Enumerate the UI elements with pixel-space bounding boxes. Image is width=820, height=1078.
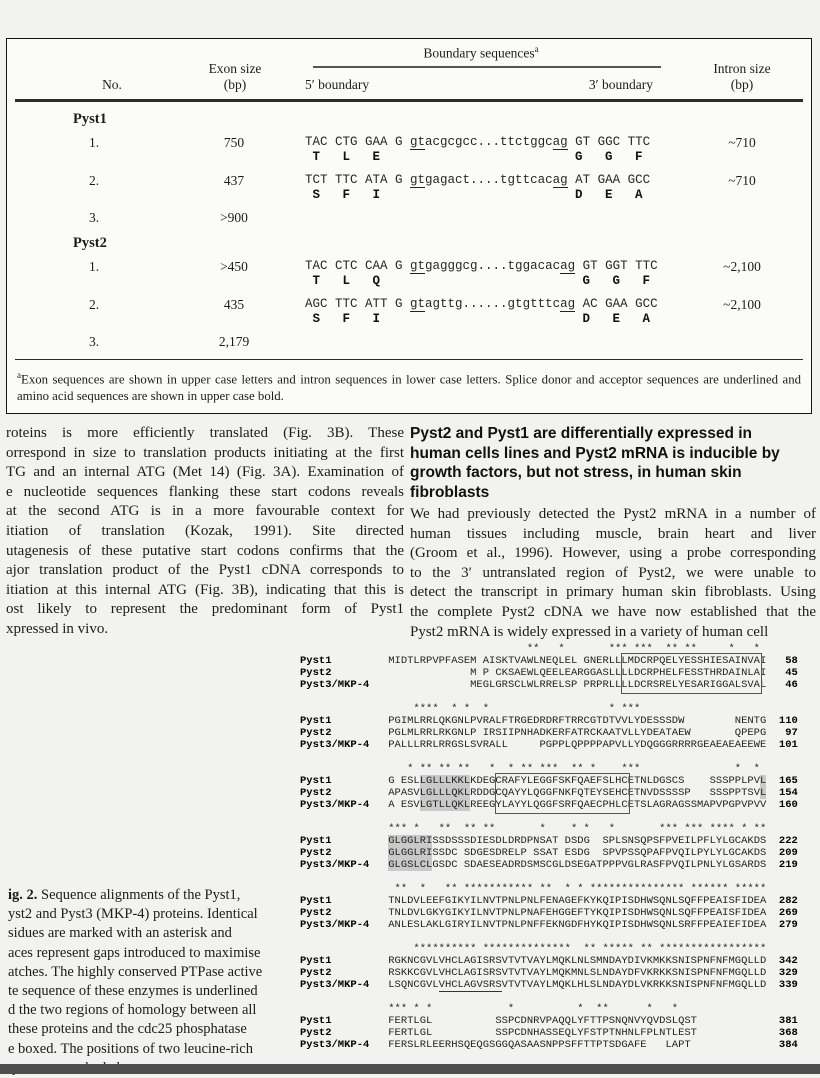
col-header-exon-size: Exon size (bp) [208,61,262,92]
intron-size-value: ~2,100 [723,258,761,274]
scan-edge-bar [0,1064,820,1074]
text-line: human tissues including muscle, brain heart and liver [410,525,816,542]
residue-number: 339 [778,979,798,991]
exon-size-value: 435 [223,296,245,312]
text-line: Pyst2 mRNA is widely expressed in a variety of human cell [410,623,769,640]
row-number: 1. [89,258,100,274]
text-line: ost likely to represent the predominant form of Pyst1 [6,601,404,618]
intron-size-value: ~710 [728,134,756,150]
row-number: 2. [89,172,100,188]
exon-size-value: >900 [220,209,248,225]
residue-number: 342 [778,955,798,967]
leucine-rich-shade: LGLLLQKL [419,787,471,799]
col-header-5-boundary: 5′ boundary [305,77,370,92]
text-line: orrespond in size to translation products initiating at the first [6,444,404,461]
residue-number: 329 [778,967,798,979]
protein-label: Pyst2 [300,667,382,679]
protein-label: Pyst1 [300,1015,382,1027]
text-line: fibroblasts [410,483,490,501]
caption-line: yst2 and Pyst3 (MKP-4) proteins. Identical [8,906,258,923]
protein-label: Pyst2 [300,727,382,739]
exon-size-value: 437 [223,172,245,188]
table-header [7,42,811,97]
residue-number: 209 [778,847,798,859]
sequence-alignment [300,643,798,1063]
text-line: human cells lines and Pyst2 mRNA is inducible by [410,444,780,462]
identity-asterisks: ** * *** *** ** ** * * [300,643,760,655]
table-row [7,259,811,290]
caption-line: sidues are marked with an asterisk and [8,925,232,942]
alignment-row: Pyst2 TNLDVLGKYGIKYILNVTPNLPNAFEHGGEFTYKQIPISDHWSQNLSQFFPEAISFIDEA 269 [300,907,798,919]
alignment-row: Pyst2 M P CKSAEWLQEELEARGGASLLLLDCRPHELFESSTHRDAINLAI 45 [300,667,798,679]
section-body [410,505,816,642]
leucine-rich-shade: LGLLLKKL [419,775,471,787]
splice-acceptor: ag [552,172,568,187]
residue-number: 279 [778,919,798,931]
residue-number: 110 [778,715,798,727]
row-number: 3. [89,209,100,225]
residue-number: 97 [778,727,798,739]
block-gap [300,751,798,763]
table-row [7,135,811,166]
residue-number: 46 [778,679,798,691]
alignment-row: Pyst1 GLGGLRISSDSSSDIESDLDRDPNSAT DSDG SPLSNSQPSFPVEILPFLYLGCAKDS 222 [300,835,798,847]
boundary-sequence: TCT TTC ATA G gtgagact....tgttcacag AT GAA GCC S F I D E A [305,172,651,202]
text-line: detect the transcript in primary human skin fibroblasts. Using [410,584,816,601]
text-line: (Groom et al., 1996). However, using a probe corresponding [410,545,816,562]
protein-label: Pyst2 [300,847,382,859]
boundary-sequence: TAC CTC CAA G gtgagggcg....tggacacag GT GGT TTC T L Q G G F [305,258,658,288]
alignment-row: Pyst2 RSKKCGVLVHCLAGISRSVTVTVAYLMQKMNLSLNDAYDFVKRKKSNISPNFNFMGQLLD 329 [300,967,798,979]
table-row [7,173,811,204]
amino-acid-row: T L Q G G F [305,273,651,288]
intron-size-value: ~710 [728,172,756,188]
table-section-title: Pyst2 [73,234,107,251]
block-gap [300,871,798,883]
residue-number: 222 [778,835,798,847]
alignment-row: Pyst2 PGLMLRRLRKGNLP IRSIIPNHADKERFATRCKAATVLLYDEATAEW QPEPG 97 [300,727,798,739]
residue-number: 154 [778,787,798,799]
splice-donor: gt [410,258,426,273]
text-line: roteins is more efficiently translated (Fig. 3B). These [6,425,404,441]
amino-acid-row: S F I D E A [305,311,651,326]
splice-donor: gt [410,172,426,187]
text-line: We had previously detected the Pyst2 mRNA in a number of [410,506,816,522]
col-header-no: No. [102,77,122,92]
alignment-row: Pyst3/MKP-4 GLGSLCLGSDC SDAESEADRDSMSCGLDSEGATPPPVGLRASFPVQILPNLYLGSARDS 219 [300,859,798,871]
alignment-row: Pyst3/MKP-4 PALLLRRLRRGSLSVRALL PGPPLQPPPPAPVLLYDQGGGRRRRGEAEAEAEEWE 101 [300,739,798,751]
leucine-rich-shade: L [760,775,767,787]
splice-donor: gt [410,134,426,149]
footnote-marker: a [534,44,539,54]
block-gap [300,991,798,1003]
leucine-rich-shade: LGTLLQKL [419,799,471,811]
exon-intron-table [6,38,812,414]
boundary-sequences-header: Boundary sequences$^a$ [423,44,539,61]
intron-size-value: ~2,100 [723,296,761,312]
boundary-sequence: TAC CTG GAA G gtacgcgcc...ttctggcag GT GGC TTC T L E G G F [305,134,651,164]
protein-label: Pyst2 [300,967,382,979]
table-row [7,210,811,226]
alignment-row: Pyst1 TNLDVLEEFGIKYILNVTPNLPNLFENAGEFKYKQIPISDHWSQNLSQFFPEAISFIDEA 282 [300,895,798,907]
alignment-row: Pyst3/MKP-4 LSQNCGVLVHCLAGVSRSVTVTVAYLMQKLHLSLNDAYDLVKRKKSNISPNFNFMGQLLD 339 [300,979,798,991]
identity-asterisks: ** * ** *********** ** * * *************** ****** ***** [300,883,767,895]
text-line: to the 3′ untranslated region of Pyst2, we were unable to [410,564,816,581]
protein-label: Pyst2 [300,787,382,799]
protein-label: Pyst3/MKP-4 [300,679,382,691]
col-header-3-boundary: 3′ boundary [588,77,653,92]
alignment-row: Pyst3/MKP-4 MEGLGRSCLWLRRELSP PRPRLLLLDCRSRELYESARIGGALSVAL 46 [300,679,798,691]
table-row [7,334,811,350]
protein-label: Pyst1 [300,835,382,847]
left-text-column [6,424,404,640]
protein-label: Pyst1 [300,655,382,667]
text-line: itiation at this internal ATG (Fig. 3B), indicating that this is [6,581,404,598]
block-gap [300,811,798,823]
boundary-span-rule [313,66,661,68]
exon-size-value: >450 [220,258,248,274]
protein-label: Pyst2 [300,1027,382,1039]
alignment-row: Pyst1 MIDTLRPVPFASEM AISKTVAWLNEQLEL GNERLLLMDCRPQELYESSHIESAINVAI 58 [300,655,798,667]
block-gap [300,1051,798,1063]
protein-label: Pyst3/MKP-4 [300,739,382,751]
alignment-row: Pyst1 FERTLGL SSPCDNRVPAQQLYFTTPSNQNVYQVDSLQST 381 [300,1015,798,1027]
row-number: 2. [89,296,100,312]
protein-label: Pyst3/MKP-4 [300,919,382,931]
leucine-rich-shade: GLGGLRI [388,847,433,859]
splice-acceptor: ag [560,258,576,273]
residue-number: 384 [778,1039,798,1051]
alignment-row: Pyst3/MKP-4 A ESVLGTLLQKLREEGYLAYYLQGGFSRFQAECPHLCETSLAGRAGSSMAPVPGPVPVV 160 [300,799,798,811]
figure-label: ig. 2. [8,887,38,903]
alignment-row: Pyst2 GLGGLRISSDC SDGESDRELP SSAT ESDG SPVPSSQPAFPVQILPYLYLGCAKDS 209 [300,847,798,859]
protein-label: Pyst1 [300,775,382,787]
residue-number: 58 [778,655,798,667]
residue-number: 219 [778,859,798,871]
amino-acid-row: T L E G G F [305,149,643,164]
protein-label: Pyst3/MKP-4 [300,979,382,991]
text-line: at the second ATG is in a more favourable context for [6,503,404,520]
residue-number: 282 [778,895,798,907]
splice-acceptor: ag [552,134,568,149]
alignment-row: Pyst2 APASVLGLLLQKLRDDGCQAYYLQGGFNKFQTEYSEHCETNVDSSSSP SSSPPTSVL 154 [300,787,798,799]
splice-acceptor: ag [560,296,576,311]
exon-size-value: 2,179 [218,333,250,349]
table-section-title: Pyst1 [73,110,107,127]
text-line: ajor translation product of the Pyst1 cDNA corresponds to [6,562,404,579]
residue-number: 101 [778,739,798,751]
text-line: TG and an internal ATG (Met 14) (Fig. 3A). Examination of [6,464,404,481]
residue-number: 160 [778,799,798,811]
exon-size-value: 750 [223,134,245,150]
residue-number: 165 [778,775,798,787]
caption-line: aces represent gaps introduced to maximise [8,944,261,961]
amino-acid-row: S F I D E A [305,187,643,202]
leucine-rich-shade: GLGSLCL [388,859,433,871]
splice-donor: gt [410,296,426,311]
alignment-row: Pyst3/MKP-4 FERSLRLEERHSQEQGSGGQASAASNPPSFFTTPTSDGAFE LAPT 384 [300,1039,798,1051]
table-row [7,297,811,328]
row-number: 1. [89,134,100,150]
protein-label: Pyst1 [300,955,382,967]
protein-label: Pyst2 [300,907,382,919]
header-rule [15,99,803,102]
protein-label: Pyst1 [300,895,382,907]
alignment-row: Pyst1 RGKNCGVLVHCLAGISRSVTVTVAYLMQKLNLSMNDAYDIVKMKKSNISPNFNFMGQLLD 342 [300,955,798,967]
text-line: e nucleotide sequences flanking these start codons reveals [6,483,404,500]
col-header-intron-size: Intron size (bp) [713,61,771,92]
caption-line: d the two regions of homology between all [8,1002,257,1019]
residue-number: 269 [778,907,798,919]
boundary-sequence: AGC TTC ATT G gtagttg......gtgtttcag AC GAA GCC S F I D E A [305,296,658,326]
alignment-row: Pyst1 G ESLLGLLLKKLKDEGCRAFYLEGGFSKFQAEFSLHCETNLDGSCS SSSPPLPVL 165 [300,775,798,787]
caption-line: te sequence of these enzymes is underlined [8,983,258,1000]
caption-line: these proteins and the cdc25 phosphatase [8,1021,247,1038]
text-line: xpressed in vivo. [6,620,109,637]
protein-label: Pyst1 [300,715,382,727]
alignment-row: Pyst1 PGIMLRRLQKGNLPVRALFTRGEDRDRFTRRCGTDTVVLYDESSSDW NENTG 110 [300,715,798,727]
block-gap [300,691,798,703]
caption-line: atches. The highly conserved PTPase active [8,963,263,980]
alignment-row: Pyst2 FERTLGL SSPCDNHASSEQLYFSTPTNHNLFPLNTLEST 368 [300,1027,798,1039]
section-heading [410,424,816,502]
caption-line: e boxed. The positions of two leucine-rich [8,1040,253,1057]
table-body [7,111,811,350]
protein-label: Pyst3/MKP-4 [300,1039,382,1051]
residue-number: 368 [778,1027,798,1039]
protein-label: Pyst3/MKP-4 [300,799,382,811]
alignment-row: Pyst3/MKP-4 ANLESLAKLGIRYILNVTPNLPNFFEKNGDFHYKQIPISDHWSQNLSRFFPEAIEFIDEA 279 [300,919,798,931]
ptpase-underline: VHCLAGVSRS [438,979,502,991]
table-footnote: $^a$Exon sequences are shown in upper case letters and intron sequences in lower case letters. Splice donor and acceptor sequences are underlined and amino acid sequences are shown in upper case bold. [17,370,801,403]
bottom-rule [15,359,803,361]
residue-number: 45 [778,667,798,679]
identity-asterisks: ********** ************** ** ***** ** ***************** [300,943,767,955]
block-gap [300,931,798,943]
identity-asterisks: **** * * * * *** [300,703,641,715]
figure-caption [8,886,276,1078]
identity-asterisks: *** * * * * ** * * [300,1003,679,1015]
leucine-rich-shade: L [760,787,767,799]
text-line: the complete Pyst2 cDNA we have now established that the [410,603,816,620]
row-number: 3. [89,333,100,349]
leucine-rich-shade: GLGGLRI [388,835,433,847]
identity-asterisks: *** * ** ** ** * * * * *** *** **** * ** [300,823,767,835]
identity-asterisks: * ** ** ** * * ** *** ** * *** * * [300,763,760,775]
residue-number: 381 [778,1015,798,1027]
text-line: itiation of translation (Kozak, 1991). Site directed [6,522,404,539]
text-line: growth factors, but not stress, in human skin [410,464,742,481]
text-line: Pyst2 and Pyst1 are differentially expressed in [410,425,753,442]
right-text-column [410,424,816,642]
protein-label: Pyst3/MKP-4 [300,859,382,871]
caption-line: ig. 2. Sequence alignments of the Pyst1, [8,887,241,903]
text-line: utagenesis of these putative start codons confirms that the [6,542,404,559]
